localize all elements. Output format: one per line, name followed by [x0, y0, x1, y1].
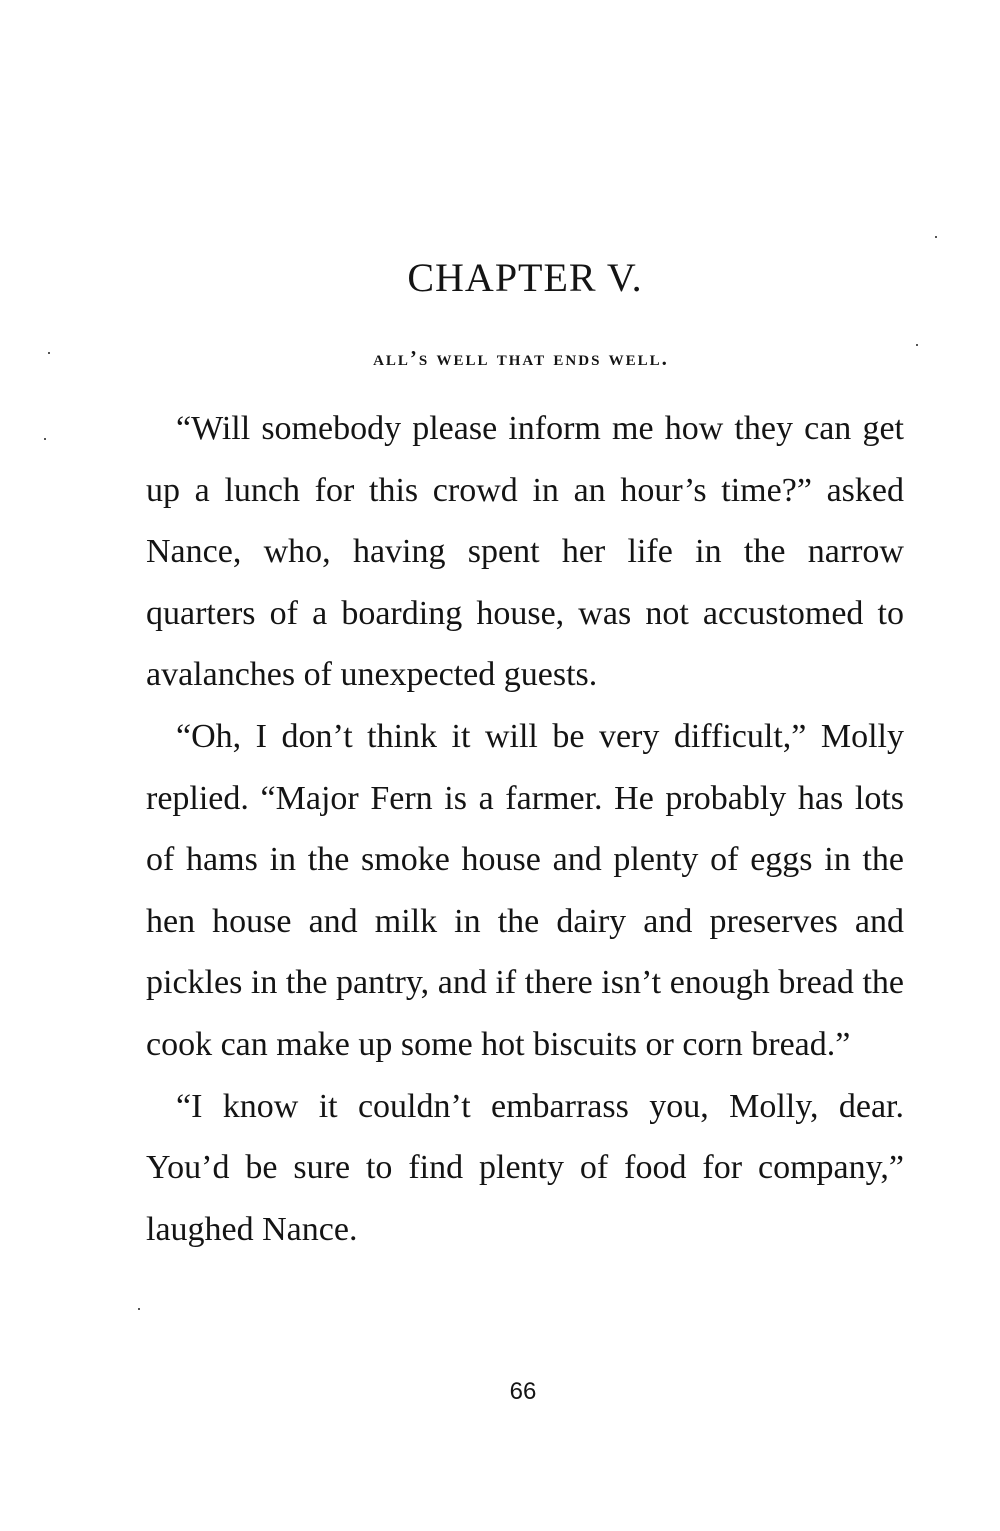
scan-speck: [935, 236, 937, 238]
scan-speck: [48, 352, 50, 354]
paragraph: “Oh, I don’t think it will be very difficult,” Molly replied. “Major Fern is a farmer. He probably has lots of hams in the smoke house and plenty of eggs in the hen house and milk in the dairy and preserves and pickles in the pantry, and if there isn’t enough bread the cook can make up some hot biscuits or corn bread.”: [146, 717, 904, 1063]
chapter-title: CHAPTER V.: [407, 255, 643, 300]
paragraph: “I know it couldn’t embarrass you, Molly, dear. You’d be sure to find plenty of food for company,” laughed Nance.: [146, 1087, 904, 1248]
scan-speck: [916, 344, 918, 346]
body-text: [146, 398, 904, 1260]
page-number: 66: [509, 1378, 537, 1405]
paragraph: “Will somebody please inform me how they can get up a lunch for this crowd in an hour’s time?” asked Nance, who, having spent her life in the narrow quarters of a boarding house, was not accustomed to avalanches of unexpected guests.: [146, 410, 904, 694]
scan-speck: [44, 438, 46, 440]
scan-speck: [138, 1308, 140, 1310]
chapter-subtitle: all’s well that ends well.: [373, 346, 669, 370]
